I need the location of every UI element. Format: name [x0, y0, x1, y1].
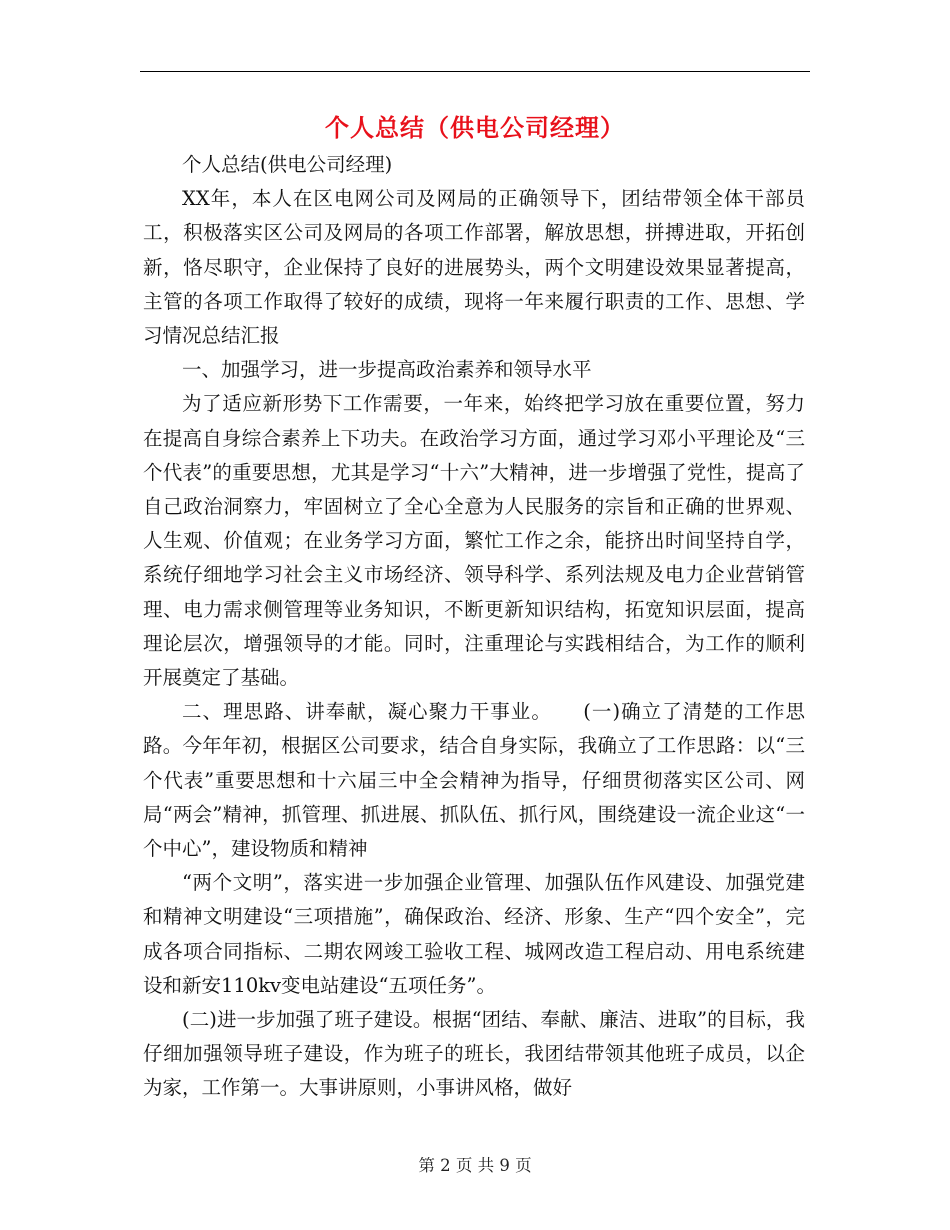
section-2-sub-paragraph: (二)进一步加强了班子建设。根据“团结、奉献、廉洁、进取”的目标，我仔细加强领导班子建设，作为班子的班长，我团结带领其他班子成员，以企为家，工作第一。大事讲原则，小事讲风格，做好: [143, 1008, 805, 1100]
subtitle-paragraph: 个人总结(供电公司经理): [182, 153, 393, 176]
document-body: [143, 148, 805, 1106]
page-footer: 第 2 页 共 9 页: [418, 1156, 532, 1175]
document-title: 个人总结（供电公司经理）: [325, 113, 625, 142]
section-heading-1: 一、加强学习，进一步提高政治素养和领导水平: [182, 358, 592, 382]
intro-paragraph: XX年，本人在区电网公司及网局的正确领导下，团结带领全体干部员工，积极落实区公司及网局的各项工作部署，解放思想，拼搏进取，开拓创新，恪尽职守，企业保持了良好的进展势头，两个文明建设效果显著提高，主管的各项工作取得了较好的成绩，现将一年来履行职责的工作、思想、学习情况总结汇报: [143, 187, 805, 348]
section-2-continued-paragraph: “两个文明”，落实进一步加强企业管理、加强队伍作风建设、加强党建和精神文明建设“三项措施”，确保政治、经济、形象、生产“四个安全”，完成各项合同指标、二期农网竣工验收工程、城网改造工程启动、用电系统建设和新安110kv变电站建设“五项任务”。: [143, 871, 805, 997]
section-1-paragraph: 为了适应新形势下工作需要，一年来，始终把学习放在重要位置，努力在提高自身综合素养上下功夫。在政治学习方面，通过学习邓小平理论及“三个代表”的重要思想，尤其是学习“十六”大精神，进一步增强了党性，提高了自己政治洞察力，牢固树立了全心全意为人民服务的宗旨和正确的世界观、人生观、价值观；在业务学习方面，繁忙工作之余，能挤出时间坚持自学，系统仔细地学习社会主义市场经济、领导科学、系列法规及电力企业营销管理、电力需求侧管理等业务知识，不断更新知识结构，拓宽知识层面，提高理论层次，增强领导的才能。同时，注重理论与实践相结合，为工作的顺利开展奠定了基础。: [143, 392, 805, 690]
header-rule: [140, 71, 810, 72]
section-2-paragraph: 二、理思路、讲奉献，凝心聚力干事业。 (一)确立了清楚的工作思路。今年年初，根据区公司要求，结合自身实际，我确立了工作思路：以“三个代表”重要思想和十六届三中全会精神为指导，仔细贯彻落实区公司、网局“两会”精神，抓管理、抓进展、抓队伍、抓行风，围绕建设一流企业这“一个中心”，建设物质和精神: [143, 700, 805, 861]
